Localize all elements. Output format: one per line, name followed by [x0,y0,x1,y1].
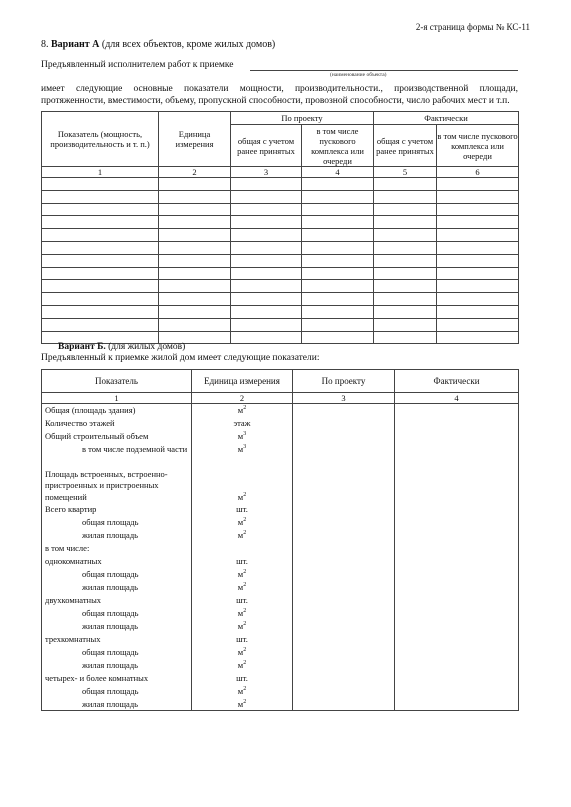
empty-row [42,216,519,229]
indicator-label: трехкомнатных [42,633,192,646]
indicator-unit [192,685,293,698]
actual-value-cell[interactable] [395,529,519,542]
col-indicator-header: Показатель (мощность, производительность и т. п.) [42,112,159,167]
actual-value-cell[interactable] [395,555,519,568]
group-actual-header: Фактически [374,112,519,125]
unit-text: шт. [236,595,248,605]
object-name-line[interactable] [250,70,518,71]
indicator-label: помещений [42,491,192,503]
actual-value-cell[interactable] [395,516,519,529]
unit-exponent: 2 [243,582,247,589]
project-value-cell[interactable] [293,469,395,480]
indicator-row [42,685,519,698]
empty-cell[interactable] [437,203,519,216]
empty-row [42,305,519,318]
indicator-label: жилая площадь [42,581,192,594]
project-value-cell[interactable] [293,503,395,516]
project-value-cell[interactable] [293,417,395,430]
empty-cell[interactable] [159,229,231,242]
project-value-cell[interactable] [293,659,395,672]
indicator-row [42,529,519,542]
unit-text: шт. [236,634,248,644]
unit-text: шт. [236,556,248,566]
empty-cell[interactable] [302,305,374,318]
project-value-cell[interactable] [293,646,395,659]
empty-cell[interactable] [42,216,159,229]
empty-cell[interactable] [437,293,519,306]
indicator-row [42,503,519,516]
empty-row [42,267,519,280]
unit-exponent: 2 [243,686,247,693]
actual-value-cell[interactable] [395,456,519,469]
indicator-label: общая площадь [42,646,192,659]
unit-text: м [237,621,244,631]
project-value-cell[interactable] [293,443,395,456]
empty-cell[interactable] [231,267,302,280]
indicator-row [42,659,519,672]
empty-cell[interactable] [42,267,159,280]
empty-cell[interactable] [231,305,302,318]
empty-cell[interactable] [374,318,437,331]
empty-cell[interactable] [42,241,159,254]
unit-text: м [237,582,244,592]
col-number: 4 [302,167,374,178]
empty-cell[interactable] [374,190,437,203]
empty-cell[interactable] [437,305,519,318]
project-value-cell[interactable] [293,698,395,711]
actual-value-cell[interactable] [395,659,519,672]
indicator-row [42,633,519,646]
unit-exponent: 2 [243,698,247,705]
indicator-row [42,581,519,594]
empty-row [42,229,519,242]
empty-cell[interactable] [437,216,519,229]
indicator-unit [192,480,293,491]
indicator-label: пристроенных и пристроенных [42,480,192,491]
unit-text: м [237,660,244,670]
actual-value-cell[interactable] [395,417,519,430]
project-value-cell[interactable] [293,430,395,443]
indicator-row [42,594,519,607]
project-value-cell[interactable] [293,404,395,417]
indicator-label: общая площадь [42,607,192,620]
indicator-label: двухкомнатных [42,594,192,607]
variant-b-intro: Предъявленный к приемке жилой дом имеет следующие показатели: [41,353,320,363]
indicator-unit [192,672,293,685]
empty-cell[interactable] [231,178,302,191]
col-project-header: По проекту [293,370,395,393]
unit-exponent: 2 [243,517,247,524]
empty-cell[interactable] [231,293,302,306]
indicator-unit [192,581,293,594]
unit-text: м [237,647,244,657]
col-number: 6 [437,167,519,178]
col-number: 4 [395,393,519,404]
variant-a-table [41,111,519,344]
project-value-cell[interactable] [293,607,395,620]
actual-value-cell[interactable] [395,404,519,417]
empty-cell[interactable] [231,254,302,267]
indicator-row [42,456,519,469]
empty-cell[interactable] [437,178,519,191]
indicator-row [42,516,519,529]
indicator-label: Всего квартир [42,503,192,516]
indicator-unit [192,456,293,469]
project-value-cell[interactable] [293,491,395,503]
col-number: 2 [159,167,231,178]
empty-cell[interactable] [374,280,437,293]
unit-text: м [237,530,244,540]
indicator-label: Общий строительный объем [42,430,192,443]
actual-value-cell[interactable] [395,698,519,711]
empty-cell[interactable] [374,293,437,306]
empty-cell[interactable] [437,254,519,267]
empty-cell[interactable] [302,241,374,254]
actual-value-cell[interactable] [395,672,519,685]
empty-cell[interactable] [374,254,437,267]
col-number: 1 [42,393,192,404]
unit-exponent: 2 [243,491,247,498]
indicator-row [42,620,519,633]
project-value-cell[interactable] [293,685,395,698]
empty-cell[interactable] [231,241,302,254]
empty-cell[interactable] [437,190,519,203]
empty-cell[interactable] [159,190,231,203]
empty-cell[interactable] [231,190,302,203]
indicator-unit [192,698,293,711]
unit-text: шт. [236,504,248,514]
actual-value-cell[interactable] [395,646,519,659]
empty-cell[interactable] [42,178,159,191]
empty-cell[interactable] [159,318,231,331]
unit-text: м [237,444,244,454]
col-number: 5 [374,167,437,178]
indicator-row [42,404,519,417]
unit-exponent: 2 [243,530,247,537]
empty-cell[interactable] [231,331,302,344]
indicator-unit [192,469,293,480]
col-number: 2 [192,393,293,404]
unit-text: м [237,491,244,502]
actual-value-cell[interactable] [395,607,519,620]
actual-value-cell[interactable] [395,503,519,516]
empty-cell[interactable] [374,305,437,318]
empty-cell[interactable] [302,254,374,267]
empty-cell[interactable] [374,229,437,242]
indicator-unit [192,555,293,568]
empty-cell[interactable] [302,190,374,203]
presented-label: Предъявленный исполнителем работ к приемке [41,60,234,70]
actual-value-cell[interactable] [395,430,519,443]
unit-exponent: 2 [243,608,247,615]
indicator-label: жилая площадь [42,698,192,711]
empty-cell[interactable] [437,229,519,242]
empty-cell[interactable] [437,318,519,331]
empty-cell[interactable] [437,280,519,293]
empty-cell[interactable] [42,254,159,267]
indicator-unit [192,594,293,607]
empty-cell[interactable] [42,280,159,293]
indicator-label: общая площадь [42,516,192,529]
empty-cell[interactable] [374,216,437,229]
project-value-cell[interactable] [293,480,395,491]
empty-row [42,190,519,203]
indicator-row [42,568,519,581]
indicator-label: однокомнатных [42,555,192,568]
project-value-cell[interactable] [293,555,395,568]
unit-exponent: 2 [243,621,247,628]
page-label: 2-я страница формы № КС-11 [415,22,530,32]
unit-text: шт. [236,673,248,683]
empty-cell[interactable] [231,229,302,242]
empty-cell[interactable] [302,229,374,242]
indicators-paragraph: имеет следующие основные показатели мощности, производительности., производственной площади, протяженности, вместимости, объему, пропускной способности, провозной способности, число рабочих мест и т.п. [41,84,518,106]
proj-total-header: общая с учетом ранее принятых [231,125,302,167]
indicator-unit [192,646,293,659]
indicator-row [42,672,519,685]
unit-text: м [237,405,244,416]
empty-row [42,241,519,254]
empty-cell[interactable] [437,331,519,344]
empty-cell[interactable] [374,331,437,344]
indicator-label: жилая площадь [42,529,192,542]
empty-row [42,203,519,216]
col-indicator-header: Показатель [42,370,192,393]
actual-value-cell[interactable] [395,469,519,480]
empty-cell[interactable] [437,241,519,254]
indicator-label: общая площадь [42,568,192,581]
empty-row [42,280,519,293]
col-unit-header: Единица измерения [192,370,293,393]
indicator-label: Общая (площадь здания) [42,404,192,417]
indicator-unit [192,516,293,529]
project-value-cell[interactable] [293,516,395,529]
indicator-row [42,607,519,620]
indicator-label: четырех- и более комнатных [42,672,192,685]
empty-cell[interactable] [437,267,519,280]
empty-row [42,293,519,306]
empty-cell[interactable] [159,254,231,267]
col-unit-header: Единица измерения [159,112,231,167]
empty-cell[interactable] [159,178,231,191]
empty-cell[interactable] [374,241,437,254]
indicator-label: в том числе подземной части [42,443,192,456]
indicator-row [42,555,519,568]
unit-text: м [237,431,244,441]
group-project-header: По проекту [231,112,374,125]
actual-value-cell[interactable] [395,685,519,698]
empty-cell[interactable] [302,203,374,216]
empty-cell[interactable] [374,178,437,191]
indicator-unit [192,443,293,456]
empty-cell[interactable] [231,280,302,293]
empty-cell[interactable] [42,318,159,331]
empty-cell[interactable] [231,203,302,216]
indicator-row [42,469,519,480]
empty-cell[interactable] [302,293,374,306]
actual-value-cell[interactable] [395,581,519,594]
unit-text: этаж [233,418,251,428]
variant-a-title: Вариант А [51,39,100,50]
indicator-row [42,430,519,443]
unit-text: м [237,608,244,618]
empty-cell[interactable] [42,229,159,242]
empty-cell[interactable] [159,203,231,216]
indicator-unit [192,542,293,555]
indicator-unit [192,491,293,503]
empty-cell[interactable] [302,267,374,280]
actual-value-cell[interactable] [395,620,519,633]
indicator-unit [192,633,293,646]
empty-cell[interactable] [374,267,437,280]
indicator-label [42,456,192,469]
indicator-row [42,417,519,430]
empty-cell[interactable] [302,178,374,191]
project-value-cell[interactable] [293,620,395,633]
variant-b-table [41,369,519,711]
col-number: 3 [293,393,395,404]
indicator-label: Площадь встроенных, встроенно- [42,469,192,480]
empty-row [42,178,519,191]
unit-exponent: 2 [243,660,247,667]
actual-value-cell[interactable] [395,568,519,581]
empty-cell[interactable] [159,305,231,318]
project-value-cell[interactable] [293,568,395,581]
empty-cell[interactable] [159,280,231,293]
indicator-unit [192,404,293,417]
col-number: 3 [231,167,302,178]
empty-cell[interactable] [231,318,302,331]
indicator-row [42,698,519,711]
empty-cell[interactable] [159,267,231,280]
indicator-label: Количество этажей [42,417,192,430]
variant-b-label: Вариант Б. [58,342,106,352]
empty-row [42,318,519,331]
actual-value-cell[interactable] [395,594,519,607]
unit-exponent: 2 [243,647,247,654]
variant-a-subtitle: (для всех объектов, кроме жилых домов) [101,39,276,50]
empty-cell[interactable] [159,293,231,306]
project-value-cell[interactable] [293,672,395,685]
unit-exponent: 3 [243,444,247,451]
unit-text: м [237,686,244,696]
project-value-cell[interactable] [293,581,395,594]
actual-value-cell[interactable] [395,542,519,555]
empty-cell[interactable] [302,216,374,229]
project-value-cell[interactable] [293,594,395,607]
indicator-row [42,646,519,659]
indicator-unit [192,430,293,443]
empty-cell[interactable] [42,203,159,216]
proj-incl-header: в том числе пускового комплекса или очереди [302,125,374,167]
indicator-unit [192,620,293,633]
unit-text: м [237,517,244,527]
indicator-row [42,443,519,456]
indicator-row [42,491,519,503]
empty-cell[interactable] [374,203,437,216]
indicator-label: общая площадь [42,685,192,698]
project-value-cell[interactable] [293,633,395,646]
indicator-unit [192,417,293,430]
empty-cell[interactable] [231,216,302,229]
variant-b-title [58,342,185,352]
unit-exponent: 2 [243,569,247,576]
empty-cell[interactable] [159,241,231,254]
actual-value-cell[interactable] [395,633,519,646]
empty-cell[interactable] [159,216,231,229]
indicator-unit [192,607,293,620]
indicator-unit [192,659,293,672]
unit-exponent: 2 [243,405,247,412]
section-8-title [41,39,275,50]
unit-text: м [237,698,244,709]
indicator-row [42,480,519,491]
col-actual-header: Фактически [395,370,519,393]
unit-text: м [237,569,244,579]
empty-cell[interactable] [42,293,159,306]
empty-cell[interactable] [302,318,374,331]
actual-value-cell[interactable] [395,480,519,491]
indicator-label: жилая площадь [42,620,192,633]
act-total-header: общая с учетом ранее принятых [374,125,437,167]
project-value-cell[interactable] [293,456,395,469]
object-name-hint: (наименование объекта) [330,72,387,78]
empty-cell[interactable] [302,280,374,293]
indicator-unit [192,568,293,581]
section-number: 8. [41,39,49,50]
empty-cell[interactable] [42,190,159,203]
indicator-unit [192,503,293,516]
indicator-row [42,542,519,555]
unit-exponent: 3 [243,431,247,438]
actual-value-cell[interactable] [395,443,519,456]
empty-cell[interactable] [302,331,374,344]
indicator-label: в том числе: [42,542,192,555]
empty-cell[interactable] [42,305,159,318]
indicator-label: жилая площадь [42,659,192,672]
project-value-cell[interactable] [293,529,395,542]
col-number: 1 [42,167,159,178]
project-value-cell[interactable] [293,542,395,555]
empty-row [42,254,519,267]
actual-value-cell[interactable] [395,491,519,503]
indicator-unit [192,529,293,542]
act-incl-header: в том числе пускового комплекса или очереди [437,125,519,167]
variant-b-subtitle: (для жилых домов) [108,342,186,352]
